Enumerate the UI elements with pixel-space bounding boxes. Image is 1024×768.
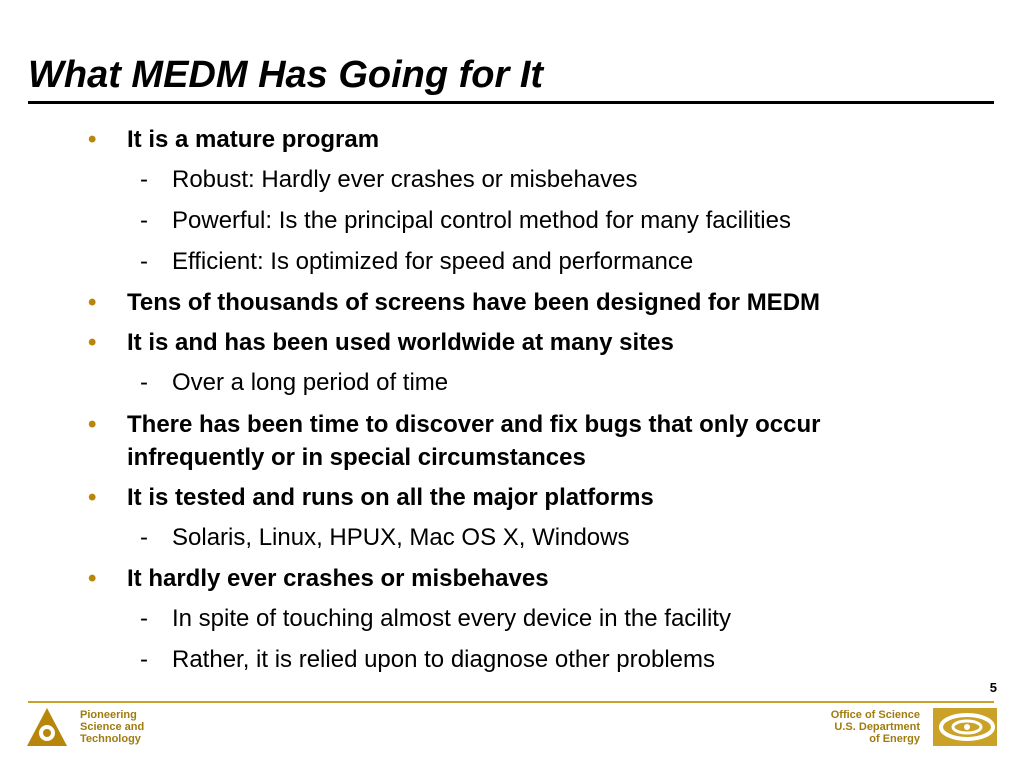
footer-tagline xyxy=(80,709,144,745)
sub-bullet-item xyxy=(88,367,988,399)
bullet-text: Tens of thousands of screens have been designed for MEDM xyxy=(127,289,821,316)
sub-bullet-item xyxy=(88,205,988,237)
bullet-dot-icon: • xyxy=(88,484,97,511)
bullet-text: It is tested and runs on all the major platforms xyxy=(127,484,654,511)
sub-bullet-text: Robust: Hardly ever crashes or misbehaves xyxy=(172,166,638,193)
footer-tagline-line: Technology xyxy=(80,733,141,745)
dash-icon: - xyxy=(140,605,148,632)
footer-agency-line: Office of Science xyxy=(830,709,920,721)
sub-bullet-text: Over a long period of time xyxy=(172,369,449,396)
footer-rule xyxy=(28,701,994,703)
bullet-item xyxy=(88,563,988,595)
bullet-text-line-1: There has been time to discover and fix bugs that only occur xyxy=(127,411,821,438)
footer-agency-line: of Energy xyxy=(869,733,920,745)
footer-agency xyxy=(831,709,920,745)
bullet-item xyxy=(88,408,988,474)
bullet-item xyxy=(88,327,988,359)
bullet-dot-icon: • xyxy=(88,289,97,316)
sub-bullet-text: In spite of touching almost every device in the facility xyxy=(172,605,731,632)
sub-bullet-item xyxy=(88,603,988,635)
dash-icon: - xyxy=(140,369,148,396)
sub-bullet-text: Powerful: Is the principal control method for many facilities xyxy=(172,207,791,234)
doe-office-of-science-logo-icon xyxy=(933,708,997,746)
bullet-text: It is a mature program xyxy=(127,126,380,153)
sub-bullet-text: Efficient: Is optimized for speed and performance xyxy=(172,248,694,275)
sub-bullet-text: Rather, it is relied upon to diagnose other problems xyxy=(172,646,715,673)
footer-tagline-line: Pioneering xyxy=(80,709,137,721)
page-number: 5 xyxy=(989,680,997,695)
bullet-item xyxy=(88,124,988,156)
title-underline xyxy=(28,101,994,104)
sub-bullet-item xyxy=(88,644,988,676)
sub-bullet-item xyxy=(88,246,988,278)
argonne-logo-icon xyxy=(26,707,68,747)
dash-icon: - xyxy=(140,166,148,193)
bullet-item xyxy=(88,482,988,514)
dash-icon: - xyxy=(140,248,148,275)
bullet-text-line-2: infrequently or in special circumstances xyxy=(127,444,586,471)
footer-tagline-line: Science and xyxy=(80,721,145,733)
dash-icon: - xyxy=(140,524,148,551)
bullet-dot-icon: • xyxy=(88,329,97,356)
bullet-text: It hardly ever crashes or misbehaves xyxy=(127,565,549,592)
slide-title: What MEDM Has Going for It xyxy=(28,54,544,96)
sub-bullet-text: Solaris, Linux, HPUX, Mac OS X, Windows xyxy=(172,524,630,551)
dash-icon: - xyxy=(140,646,148,673)
sub-bullet-item xyxy=(88,164,988,196)
sub-bullet-item xyxy=(88,522,988,554)
bullet-dot-icon: • xyxy=(88,565,97,592)
slide-content xyxy=(88,124,988,685)
bullet-dot-icon: • xyxy=(88,126,97,153)
dash-icon: - xyxy=(140,207,148,234)
bullet-dot-icon: • xyxy=(88,411,97,438)
bullet-text: It is and has been used worldwide at many sites xyxy=(127,329,674,356)
footer-agency-line: U.S. Department xyxy=(834,721,920,733)
bullet-item xyxy=(88,287,988,319)
